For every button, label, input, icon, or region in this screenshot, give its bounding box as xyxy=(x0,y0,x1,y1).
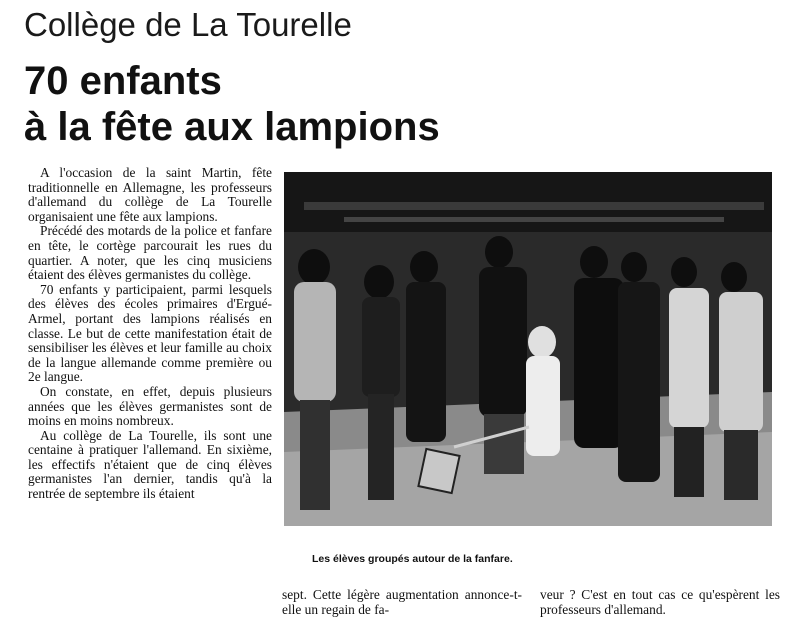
headline-line-2: à la fête aux lampions xyxy=(24,105,440,149)
article-photo xyxy=(284,172,772,526)
body-paragraph-3: 70 enfants y participaient, parmi lesquels des élèves des écoles primaires d'Ergué-Armel, portant des lampions réalisés en classe. Le but de cette manifestation était de sensibiliser les élèves et leur famille au choix de la langue allemande comme première ou 2e langue. xyxy=(28,281,272,385)
article-kicker: Collège de La Tourelle xyxy=(24,6,352,43)
body-paragraph-5: Au collège de La Tourelle, ils sont une centaine à pratiquer l'allemand. En sixième, les effectifs n'étaient que de cinq élèves germanistes l'an dernier, tandis qu'à la rentrée de septembre ils étaient xyxy=(28,427,272,502)
body-paragraph-1: A l'occasion de la saint Martin, fête traditionnelle en Allemagne, les professeurs d'allemand du collège de La Tourelle organisaient une fête aux lampions. xyxy=(28,165,272,224)
photo-caption: Les élèves groupés autour de la fanfare. xyxy=(312,553,513,565)
article-body-column-1 xyxy=(28,166,272,502)
continuation-text-3: veur ? C'est en tout cas ce qu'espèrent les professeurs d'allemand. xyxy=(540,587,780,617)
article-headline xyxy=(24,58,440,150)
article-body-column-2 xyxy=(282,588,522,617)
article-body-column-3 xyxy=(540,588,780,617)
body-paragraph-4: On constate, en effet, depuis plusieurs années que les élèves germanistes sont de moins en moins nombreux. xyxy=(28,383,272,429)
body-paragraph-2: Précédé des motards de la police et fanfare en tête, le cortège parcourait les rues du quartier. A noter, que les cinq musiciens étaient des élèves germanistes du collège. xyxy=(28,223,272,283)
headline-line-1: 70 enfants xyxy=(24,59,222,103)
crowd-photo-illustration xyxy=(284,172,772,526)
continuation-text-2: sept. Cette légère augmentation annonce-t-elle un regain de fa- xyxy=(282,587,522,617)
